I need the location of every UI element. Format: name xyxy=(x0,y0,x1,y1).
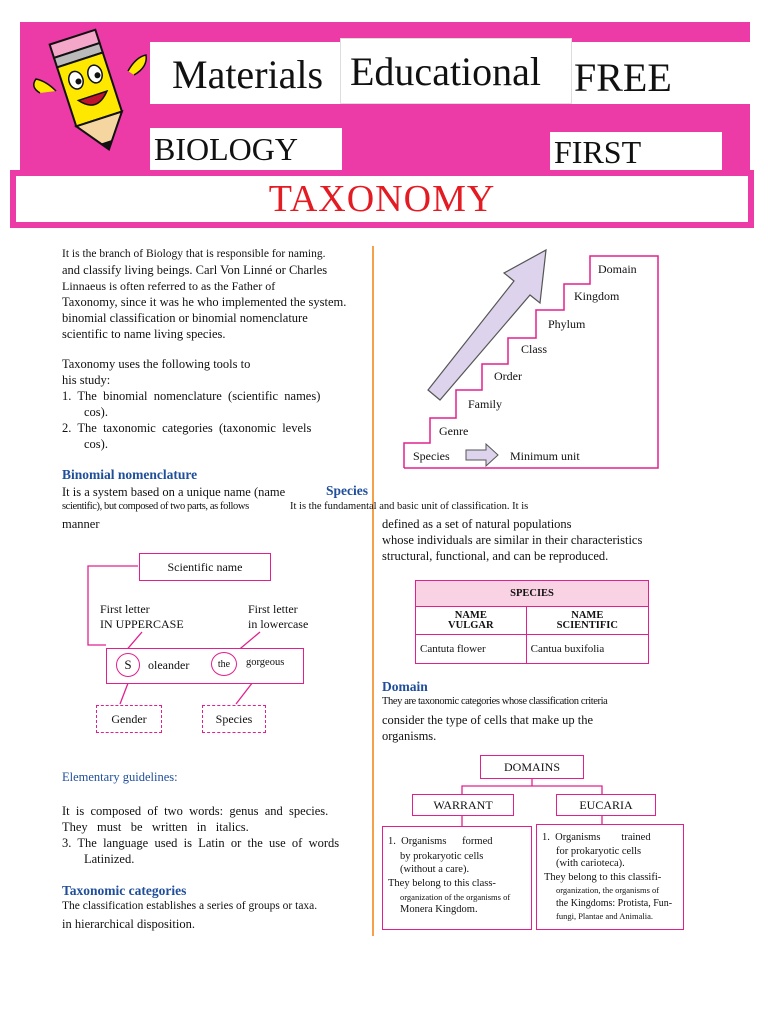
col-name-vulgar-a: NAME xyxy=(454,609,487,621)
eucaria-line-2: for prokaryotic cells xyxy=(556,846,642,857)
eucaria-line-6: the Kingdoms: Protista, Fun- xyxy=(556,898,673,909)
tax-categories-line-1: The classification establishes a series of groups or taxa. xyxy=(62,900,318,912)
intro-line-6: scientific to name living species. xyxy=(62,327,226,341)
warrant-line-5: organization of the organisms of xyxy=(400,892,511,902)
binomial-line-3: manner xyxy=(62,517,100,531)
pencil-mascot-icon xyxy=(22,15,152,160)
domain-warrant: WARRANT xyxy=(412,794,514,816)
cell-vulgar: Cantuta flower xyxy=(416,635,527,664)
guidelines-line-2: They must be written in italics. xyxy=(62,820,249,834)
domain-line-3: organisms. xyxy=(382,729,437,743)
in-uppercase-label: IN UPPERCASE xyxy=(100,617,184,631)
guidelines-line-3-cont: Latinized. xyxy=(84,852,135,866)
col-name-vulgar xyxy=(416,607,527,635)
intro-line-4: Taxonomy, since it was he who implemented the system. xyxy=(62,295,347,309)
step-order: Order xyxy=(494,369,522,383)
col-name-vulgar-b: VULGAR xyxy=(448,619,494,631)
warrant-line-2: by prokaryotic cells xyxy=(400,851,484,862)
tools-item-1-cont: cos). xyxy=(84,405,108,419)
col-name-scientific-a: NAME xyxy=(571,609,604,621)
step-domain: Domain xyxy=(598,262,637,276)
step-family: Family xyxy=(468,397,503,411)
in-lowercase-label: in lowercase xyxy=(248,617,309,631)
first-letter-upper-label: First letter xyxy=(100,602,150,616)
warrant-line-3: (without a care). xyxy=(400,864,470,875)
cell-scientific: Cantua buxifolia xyxy=(526,635,648,664)
scientific-name-box: Scientific name xyxy=(139,553,271,581)
minimum-unit-label: Minimum unit xyxy=(510,449,580,463)
step-class: Class xyxy=(521,342,548,356)
warrant-line-1: 1. Organisms formed xyxy=(388,836,493,847)
domains-root: DOMAINS xyxy=(480,755,584,779)
gender-box: Gender xyxy=(96,705,162,733)
tools-item-2: 2. The taxonomic categories (taxonomic levels xyxy=(62,421,312,435)
species-table-title: SPECIES xyxy=(416,581,649,607)
col-name-scientific-b: SCIENTIFIC xyxy=(556,619,618,631)
species-line-3: structural, functional, and can be reproduced. xyxy=(382,549,609,563)
page-title: TAXONOMY xyxy=(268,178,496,220)
domain-eucaria: EUCARIA xyxy=(556,794,656,816)
species-table xyxy=(415,580,649,664)
step-genre: Genre xyxy=(439,424,469,438)
step-kingdom: Kingdom xyxy=(574,289,620,303)
domain-line-1: They are taxonomic categories whose classification criteria xyxy=(382,696,608,707)
tax-categories-heading: Taxonomic categories xyxy=(62,883,187,898)
species-line-1: defined as a set of natural populations xyxy=(382,517,572,531)
tools-item-1: 1. The binomial nomenclature (scientific names) xyxy=(62,389,321,403)
binomial-line-1: It is a system based on a unique name (name xyxy=(62,485,286,499)
header-first: FIRST xyxy=(554,134,642,170)
warrant-line-4: They belong to this class- xyxy=(388,878,496,889)
s-letter-circle: S xyxy=(116,653,140,677)
warrant-line-6: Monera Kingdom. xyxy=(400,904,478,915)
step-phylum: Phylum xyxy=(548,317,586,331)
guidelines-line-1: It is composed of two words: genus and species. xyxy=(62,804,329,818)
intro-line-3: Linnaeus is often referred to as the Father of xyxy=(62,279,276,293)
col-name-scientific xyxy=(526,607,648,635)
domain-line-2: consider the type of cells that make up the xyxy=(382,713,594,727)
eucaria-line-7: fungi, Plantae and Animalia. xyxy=(556,911,654,921)
step-species: Species xyxy=(413,449,450,463)
binomial-heading: Binomial nomenclature xyxy=(62,467,198,482)
eucaria-line-1: 1. Organisms trained xyxy=(542,832,651,843)
header-educational: Educational xyxy=(350,49,542,94)
eucaria-line-3: (with carioteca). xyxy=(556,858,625,869)
oleander-word: oleander xyxy=(148,658,190,672)
gorgeous-word: gorgeous xyxy=(246,657,285,668)
intro-line-1: It is the branch of Biology that is responsible for naming. xyxy=(62,248,326,260)
guidelines-line-3: 3. The language used is Latin or the use of words xyxy=(62,836,340,850)
intro-line-5: binomial classification or binomial nomenclature xyxy=(62,311,308,325)
species-heading: Species xyxy=(326,483,368,498)
tax-categories-line-2: in hierarchical disposition. xyxy=(62,917,195,931)
domain-heading: Domain xyxy=(382,679,428,694)
guidelines-heading: Elementary guidelines: xyxy=(62,770,178,784)
header-biology: BIOLOGY xyxy=(154,131,298,167)
title-band xyxy=(10,170,754,228)
tools-item-2-cont: cos). xyxy=(84,437,108,451)
first-letter-lower-label: First letter xyxy=(248,602,298,616)
tools-line-1: Taxonomy uses the following tools to xyxy=(62,357,251,371)
intro-line-2: and classify living beings. Carl Von Linné or Charles xyxy=(62,263,328,277)
header-materials: Materials xyxy=(172,52,324,97)
tools-line-2: his study: xyxy=(62,373,111,387)
header-free: FREE xyxy=(574,55,672,100)
species-line-0: It is the fundamental and basic unit of classification. It is xyxy=(290,501,529,512)
species-line-2: whose individuals are similar in their characteristics xyxy=(382,533,643,547)
eucaria-line-5: organization, the organisms of xyxy=(556,885,660,895)
eucaria-line-4: They belong to this classifi- xyxy=(544,872,662,883)
species-box: Species xyxy=(202,705,266,733)
binomial-line-2: scientific), but composed of two parts, as follows xyxy=(62,501,249,512)
the-circle: the xyxy=(211,652,237,676)
